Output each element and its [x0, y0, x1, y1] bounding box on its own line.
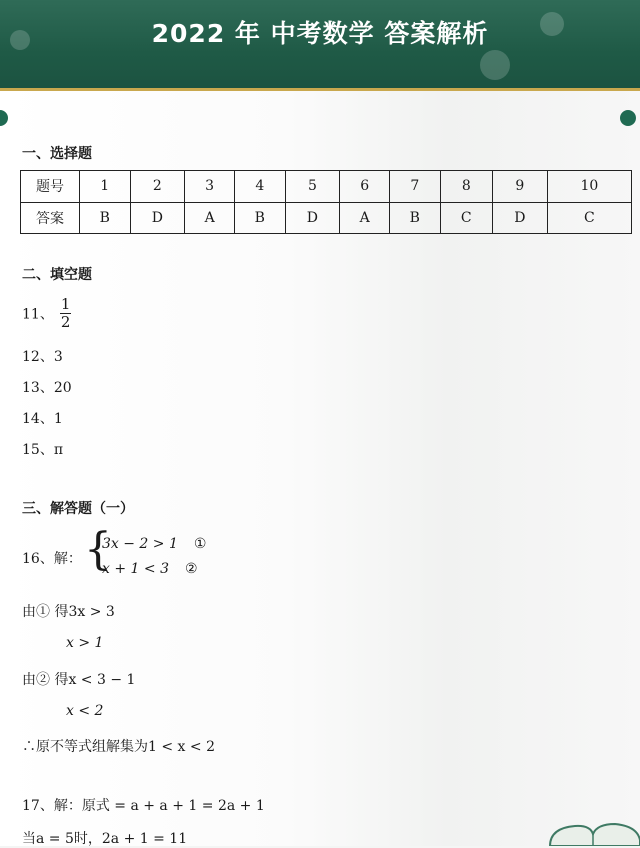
table-cell: 10 — [547, 171, 631, 203]
table-cell: 9 — [492, 171, 547, 203]
table-cell: 3 — [185, 171, 235, 203]
q17-line-2: 当a = 5时，2a + 1 = 11 — [22, 831, 188, 847]
section-solve-title: 三、解答题（一） — [22, 501, 134, 517]
table-cell: B — [390, 202, 441, 234]
decor-dot — [480, 50, 510, 80]
answer-q11 — [22, 296, 71, 331]
step-2: x > 1 — [66, 635, 104, 651]
q16-label: 16、解： — [22, 551, 82, 567]
answer-q13: 13、20 — [22, 380, 72, 396]
step-4: x < 2 — [66, 703, 104, 719]
table-cell: 2 — [130, 171, 185, 203]
corner-dot-right — [620, 110, 636, 126]
table-cell: 1 — [80, 171, 131, 203]
step-3: 由② 得x < 3 − 1 — [22, 672, 136, 688]
answer-q14: 14、1 — [22, 411, 63, 427]
table-cell: 8 — [440, 171, 492, 203]
left-brace: { — [84, 524, 112, 575]
row-label: 答案 — [21, 202, 80, 234]
table-cell: D — [130, 202, 185, 234]
table-cell: 4 — [235, 171, 286, 203]
table-cell: B — [235, 202, 286, 234]
book-decoration-icon — [545, 820, 640, 846]
answer-table — [20, 170, 632, 234]
q11-label: 11、 — [22, 306, 54, 323]
inequality-1 — [102, 536, 206, 552]
inequality-2 — [102, 561, 198, 577]
table-cell: D — [285, 202, 340, 234]
table-cell: C — [440, 202, 492, 234]
fraction-numerator: 1 — [60, 295, 71, 313]
answer-q12: 12、3 — [22, 349, 63, 365]
mark-1: ① — [193, 536, 207, 552]
table-cell: 6 — [340, 171, 390, 203]
fraction-denominator: 2 — [60, 313, 71, 331]
table-cell: A — [340, 202, 390, 234]
table-cell: B — [80, 202, 131, 234]
table-cell: 7 — [390, 171, 441, 203]
table-row — [21, 202, 632, 234]
fraction — [60, 296, 72, 331]
q17-line-1: 17、解：原式 = a + a + 1 = 2a + 1 — [22, 798, 265, 814]
table-cell: 5 — [285, 171, 340, 203]
section-fill-title: 二、填空题 — [22, 267, 92, 283]
mark-2: ② — [184, 561, 198, 577]
table-cell: A — [185, 202, 235, 234]
page-title: 2022 年 中考数学 答案解析 — [151, 19, 489, 48]
row-label: 题号 — [21, 171, 80, 203]
table-row — [21, 171, 632, 203]
table-cell: C — [547, 202, 631, 234]
step-1: 由① 得3x > 3 — [22, 604, 115, 620]
header-banner — [0, 0, 640, 91]
conclusion: ∴原不等式组解集为1 < x < 2 — [22, 739, 215, 755]
inequality-2-text: x + 1 < 3 — [102, 561, 169, 577]
table-cell: D — [492, 202, 547, 234]
inequality-1-text: 3x − 2 > 1 — [102, 536, 178, 552]
section-choice-title: 一、选择题 — [22, 146, 92, 162]
answer-q15: 15、π — [22, 442, 64, 458]
